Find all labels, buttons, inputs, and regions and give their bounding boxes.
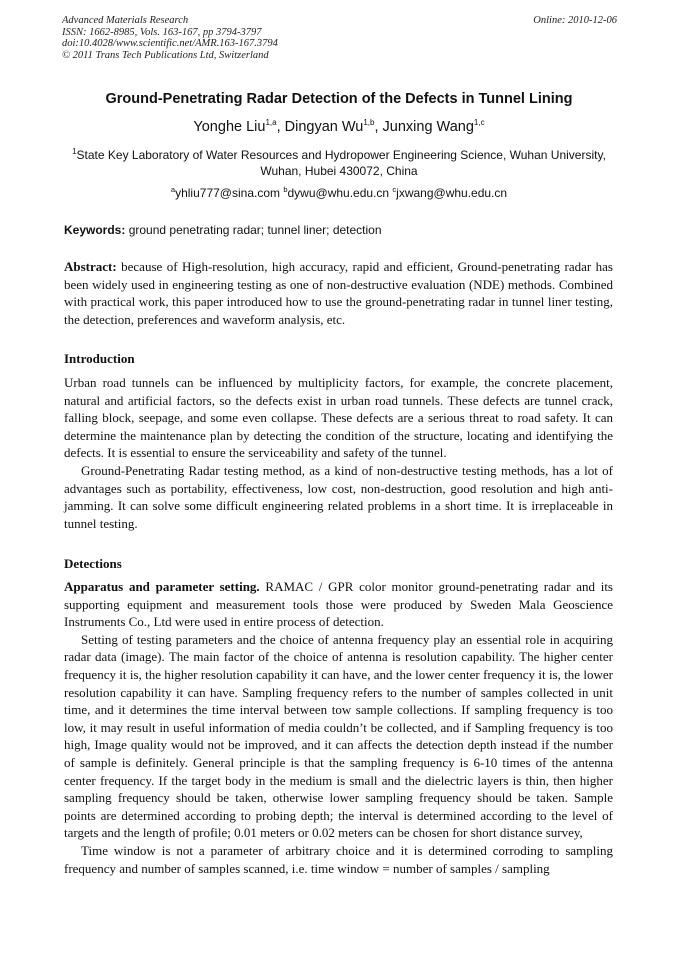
abstract-label: Abstract:	[64, 259, 117, 274]
affiliation-mark: 1	[72, 147, 77, 156]
email-address[interactable]: yhliu777@sina.com	[175, 186, 284, 200]
author-affil-mark: 1,a	[265, 118, 277, 128]
paragraph: Time window is not a parameter of arbitrary choice and it is determined corroding to sampling frequency and number of samples scanned, i.e. time window = number of samples / sampling	[64, 842, 613, 876]
author-affil-mark: 1,b	[363, 118, 375, 128]
affiliation-text: State Key Laboratory of Water Resources and Hydropower Engineering Science, Wuhan University, Wuhan, Hubei 430072, China	[76, 148, 606, 178]
author-separator: ,	[374, 119, 383, 135]
section-heading-detections: Detections	[64, 556, 122, 571]
copyright-line: © 2011 Trans Tech Publications Ltd, Switzerland	[62, 49, 269, 61]
paragraph: Ground-Penetrating Radar testing method, as a kind of non-destructive testing methods, has a lot of advantages such as portability, effectiveness, low cost, non-destruction, good resolution and high anti-jamming. It can solve some difficult engineering related problems in a short time. It is irreplaceable in tunnel testing.	[64, 462, 613, 531]
email-address[interactable]: dywu@whu.edu.cn	[287, 186, 393, 200]
keywords-text: ground penetrating radar; tunnel liner; detection	[125, 223, 382, 237]
author-separator: ,	[276, 119, 285, 135]
abstract	[64, 258, 613, 328]
author-name: Junxing Wang	[382, 119, 474, 135]
journal-name: Advanced Materials Research	[62, 15, 189, 26]
author-list	[40, 118, 638, 136]
detections-body	[64, 578, 613, 877]
email-mark: a	[170, 185, 176, 194]
introduction-body	[64, 374, 613, 532]
paper-title: Ground-Penetrating Radar Detection of the Defects in Tunnel Lining	[105, 91, 573, 107]
affiliation	[70, 147, 608, 179]
doi-line: doi:10.4028/www.scientific.net/AMR.163-167.3794	[62, 38, 278, 49]
paragraph: Urban road tunnels can be influenced by multiplicity factors, for example, the concrete placement, natural and artificial factors, so the defects exist in urban road tunnels. These defects are tunnel crack, falling block, seepage, and some even collapse. These defects are a serious threat to road safety. It can determine the maintenance plan by detecting the condition of the structure, locating and identifying the defects. It is essential to ensure the serviceability and safety of the tunnel.	[64, 375, 613, 461]
online-date: Online: 2010-12-06	[533, 15, 617, 26]
email-mark: c	[392, 185, 397, 194]
keywords	[64, 222, 624, 238]
journal-header	[62, 15, 617, 61]
issn-line: ISSN: 1662-8985, Vols. 163-167, pp 3794-3797	[62, 26, 262, 38]
paragraph-text: RAMAC / GPR color monitor ground-penetrating radar and its supporting equipment and measurement tools those were produced by Sweden Mala Geoscience Instruments Co., Ltd were used in entire process of detection.	[64, 579, 613, 630]
subsection-label: Apparatus and parameter setting.	[64, 579, 260, 594]
email-address[interactable]: jxwang@whu.edu.cn	[396, 186, 508, 200]
author-affil-mark: 1,c	[473, 118, 485, 128]
paragraph	[64, 578, 613, 631]
author-name: Yonghe Liu	[193, 119, 266, 135]
paragraph: Setting of testing parameters and the choice of antenna frequency play an essential role in acquiring radar data (image). The main factor of the choice of antenna is resolution capability. The higher center frequency it is, the higher resolution capability it can have, and the lower center frequency it is, the lower resolution capability it can have. Sampling frequency refers to the number of samples collected in unit time, and it determines the time interval between tow sample collections. If sampling frequency is too low, it may result in useful information of media couldn’t be collected, and if Sampling frequency is too high, Image quality would not be improved, and it can affects the detection depth instead if the number of sample is definitely. General principle is that the sampling frequency is 6-10 times of the antenna center frequency. If the target body in the medium is small and the dielectric layers is thin, then higher sampling frequency should be taken, otherwise lower sampling frequency should be taken. Sample points are determined according to probing depth; the interval is determined according to the level of targets and the length of profile; 0.01 meters or 0.02 meters can be chosen for short distance survey,	[64, 631, 613, 841]
author-name: Dingyan Wu	[284, 119, 364, 135]
keywords-label: Keywords:	[64, 223, 126, 237]
section-heading-introduction: Introduction	[64, 351, 135, 366]
email-list	[40, 185, 638, 201]
email-mark: b	[283, 185, 288, 194]
abstract-text: because of High-resolution, high accuracy, rapid and efficient, Ground-penetrating radar has been widely used in engineering testing as one of non-destructive evaluation (NDE) methods. Combined with practical work, this paper introduced how to use the ground-penetrating radar in tunnel liner testing, the detection, preferences and waveform analysis, etc.	[64, 259, 613, 327]
